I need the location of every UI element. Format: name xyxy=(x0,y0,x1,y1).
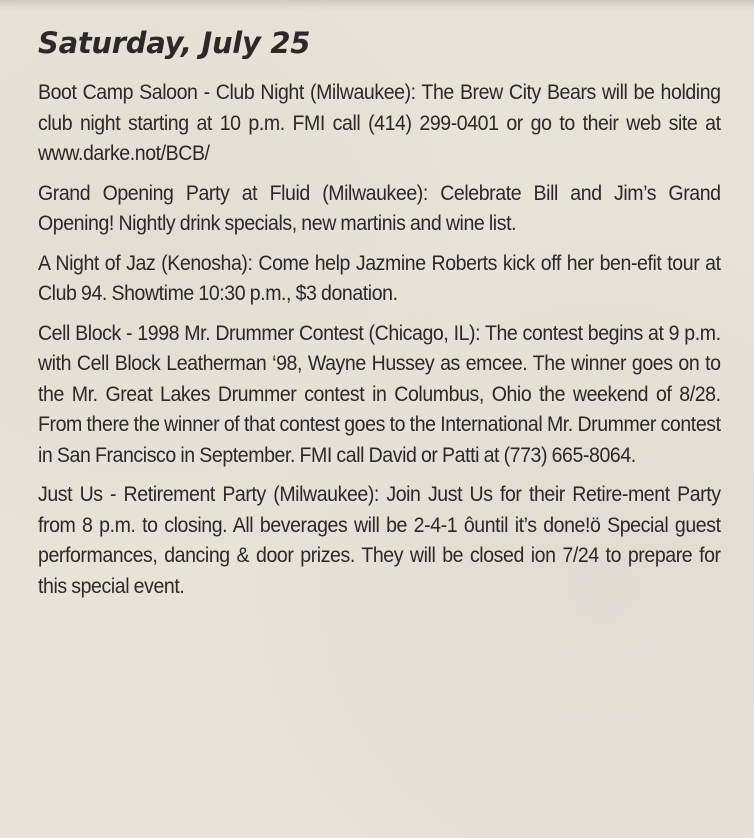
event-listing: Just Us - Retirement Party (Milwaukee): Join Just Us for their Retire-ment Party from 8 p.m. to closing. All beverages will be 2-4-1 ôuntil it’s done!ö Special guest performances, dancing & door prizes. They will be closed ion 7/24 to prepare for this special event. xyxy=(38,483,721,598)
event-listing: Cell Block - 1998 Mr. Drummer Contest (Chicago, IL): The contest begins at 9 p.m. with Cell Block Leatherman ‘98, Wayne Hussey as emcee. The winner goes on to the Mr. Great Lakes Drummer contest in Columbus, Ohio the weekend of 8/28. From there the winner of that contest goes to the International Mr. Drummer contest in San Francisco in September. FMI call David or Patti at (773) 665-8064. xyxy=(38,321,721,467)
event-listing: Grand Opening Party at Fluid (Milwaukee): Celebrate Bill and Jim’s Grand Opening! Nightly drink specials, new martinis and wine list. xyxy=(38,181,721,235)
event-listing: A Night of Jaz (Kenosha): Come help Jazmine Roberts kick off her ben-efit tour at Club 94. Showtime 10:30 p.m., $3 donation. xyxy=(38,251,721,305)
clipping-top-edge xyxy=(0,0,754,10)
date-heading: Saturday, July 25 xyxy=(38,26,311,60)
event-listing: Boot Camp Saloon - Club Night (Milwaukee): The Brew City Bears will be holding club night starting at 10 p.m. FMI call (414) 299-0401 or go to their web site at www.darke.not/BCB/ xyxy=(38,81,721,165)
